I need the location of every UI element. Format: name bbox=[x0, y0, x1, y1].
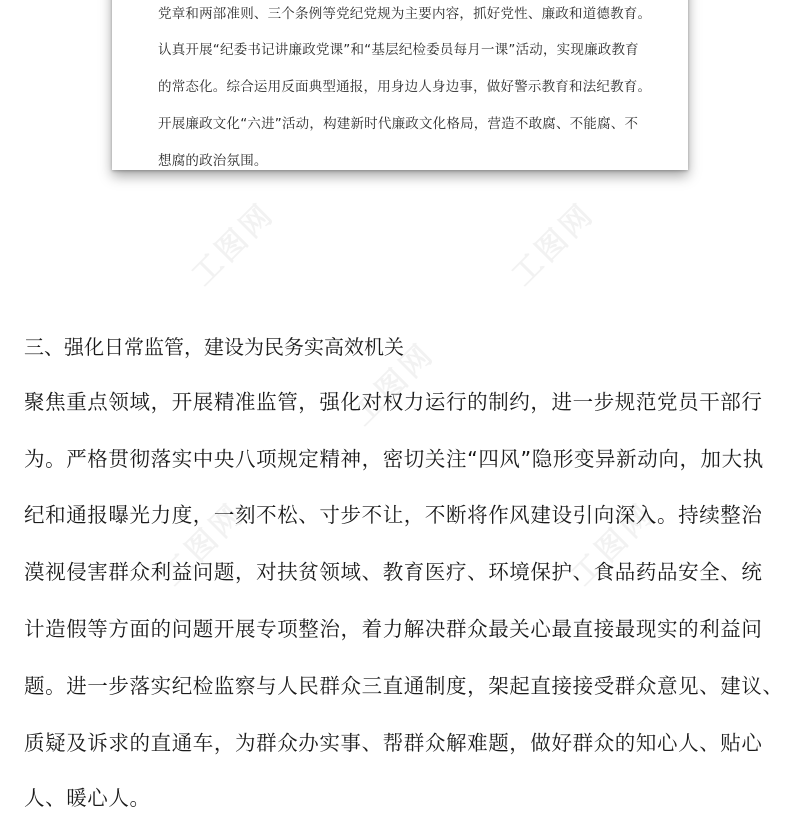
card-text-line: 想腐的政治氛围。 bbox=[158, 153, 268, 169]
body-text-line: 题。进一步落实纪检监察与人民群众三直通制度，架起直接接受群众意见、建议、 bbox=[24, 674, 784, 698]
body-text-line: 聚焦重点领域，开展精准监管，强化对权力运行的制约，进一步规范党员干部行 bbox=[24, 390, 763, 414]
body-text-line: 质疑及诉求的直通车，为群众办实事、帮群众解难题，做好群众的知心人、贴心 bbox=[24, 731, 763, 755]
document-card bbox=[112, 0, 688, 170]
section-heading: 三、强化日常监管，建设为民务实高效机关 bbox=[24, 335, 404, 359]
card-text-line: 党章和两部准则、三个条例等党纪党规为主要内容，抓好党性、廉政和道德教育。 bbox=[158, 6, 652, 22]
watermark: 工图网 bbox=[155, 496, 252, 593]
card-text-line: 认真开展“纪委书记讲廉政党课”和“基层纪检委员每月一课”活动，实现廉政教育 bbox=[158, 42, 639, 58]
card-text-line: 的常态化。综合运用反面典型通报，用身边人身边事，做好警示教育和法纪教育。 bbox=[158, 79, 652, 95]
body-text-line: 纪和通报曝光力度，一刻不松、寸步不让，不断将作风建设引向深入。持续整治 bbox=[24, 503, 763, 527]
watermark: 工图网 bbox=[345, 336, 442, 433]
watermark: 工图网 bbox=[505, 196, 602, 293]
watermark: 工图网 bbox=[565, 496, 662, 593]
watermark: 工图网 bbox=[185, 196, 282, 293]
body-text-line: 人、暖心人。 bbox=[24, 786, 151, 810]
body-text-line: 漠视侵害群众利益问题，对扶贫领域、教育医疗、环境保护、食品药品安全、统 bbox=[24, 560, 763, 584]
body-text-line: 为。严格贯彻落实中央八项规定精神，密切关注“四风”隐形变异新动向，加大执 bbox=[24, 447, 764, 471]
body-text-line: 计造假等方面的问题开展专项整治，着力解决群众最关心最直接最现实的利益问 bbox=[24, 617, 763, 641]
card-text-line: 开展廉政文化“六进”活动，构建新时代廉政文化格局，营造不敢腐、不能腐、不 bbox=[158, 116, 639, 132]
